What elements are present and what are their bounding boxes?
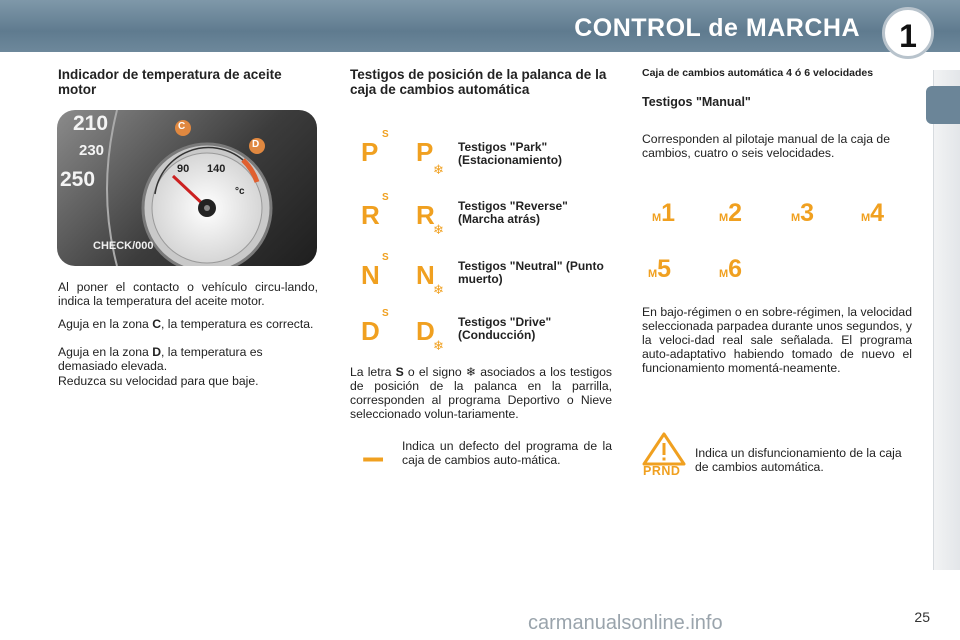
gearbox-fault-text: Indica un disfuncionamiento de la caja de cambios automática. xyxy=(695,446,902,474)
manual-heading: Testigos "Manual" xyxy=(642,95,751,109)
watermark: carmanualsonline.info xyxy=(528,612,723,634)
drive-indicator: D xyxy=(416,316,435,346)
park-label: Testigos "Park" (Estacionamiento) xyxy=(458,140,563,167)
tick-210: 210 xyxy=(73,112,109,135)
chapter-number: 1 xyxy=(882,7,934,59)
reverse-label: Testigos "Reverse" (Marcha atrás) xyxy=(458,199,568,226)
reverse-indicator: R xyxy=(361,200,380,230)
celsius-unit: °c xyxy=(235,186,245,197)
program-fault-dash-icon: – xyxy=(362,435,385,479)
tick-140: 140 xyxy=(207,163,226,175)
snowflake-icon: ❄ xyxy=(433,222,444,237)
oil-temperature-gauge xyxy=(57,110,317,266)
manual-gear-3-indicator: M3 xyxy=(791,199,815,227)
gear-position-heading: Testigos de posición de la palanca de la caja de cambios automática xyxy=(350,67,607,97)
manual-gear-1-indicator: M1 xyxy=(652,199,676,227)
tick-230: 230 xyxy=(79,142,105,159)
oil-temp-intro: Al poner el contacto o vehículo circu-lando, indica la temperatura del aceite motor. xyxy=(58,280,318,308)
tick-90: 90 xyxy=(177,163,190,175)
chapter-tabs xyxy=(933,70,960,570)
park-indicator: P xyxy=(361,137,379,167)
tick-250: 250 xyxy=(60,168,96,191)
zone-c-marker: C xyxy=(178,121,186,132)
park-indicator: P xyxy=(416,137,434,167)
section-title: CONTROL de MARCHA xyxy=(574,14,860,42)
manual-gear-4-indicator: M4 xyxy=(861,199,885,227)
zone-c-text: Aguja en la zona C, la temperatura es correcta. xyxy=(58,317,314,331)
manual-gear-2-indicator: M2 xyxy=(719,199,743,227)
snowflake-icon: ❄ xyxy=(433,162,444,177)
page-number: 25 xyxy=(914,609,930,625)
neutral-indicator: N xyxy=(416,260,435,290)
prnd-label: PRND xyxy=(643,464,681,478)
neutral-indicator: N xyxy=(361,260,380,290)
reduce-speed-text: Reduzca su velocidad para que baje. xyxy=(58,374,259,388)
zone-d-marker: D xyxy=(252,139,260,150)
neutral-label: Testigos "Neutral" (Punto muerto) xyxy=(458,259,604,286)
snowflake-icon: ❄ xyxy=(433,338,444,353)
gearbox-fault-warning-icon xyxy=(640,432,688,480)
chapter-tab-active[interactable] xyxy=(926,86,960,124)
check-label: CHECK/000 xyxy=(93,240,154,252)
zone-d-text: Aguja en la zona D, la temperatura es demasiado elevada. xyxy=(58,345,263,373)
gearbox-subheading: Caja de cambios automática 4 ó 6 velocidades xyxy=(642,67,874,79)
oil-temp-heading: Indicador de temperatura de aceite motor xyxy=(58,67,282,97)
drive-indicator: D xyxy=(361,316,380,346)
snowflake-icon: ❄ xyxy=(433,282,444,297)
sport-marker: S xyxy=(382,308,389,319)
drive-label: Testigos "Drive" (Conducción) xyxy=(458,315,552,342)
sport-marker: S xyxy=(382,192,389,203)
manual-gear-6-indicator: M6 xyxy=(719,255,743,283)
sport-snow-note: La letra S o el signo ❄ asociados a los testigos de posición de la palanca en la parrilla, corresponden al programa Deportivo o Nieve seleccionado volun-tariamente. xyxy=(350,365,612,421)
warning-triangle-icon xyxy=(640,432,688,466)
manual-intro: Corresponden al pilotaje manual de la caja de cambios, cuatro o seis velocidades. xyxy=(642,132,890,160)
sport-marker: S xyxy=(382,129,389,140)
reverse-indicator: R xyxy=(416,200,435,230)
sport-marker: S xyxy=(382,252,389,263)
program-fault-text: Indica un defecto del programa de la caja de cambios auto-mática. xyxy=(402,439,612,467)
manual-gear-5-indicator: M5 xyxy=(648,255,672,283)
over-rev-text: En bajo-régimen o en sobre-régimen, la velocidad seleccionada parpadea durante unos segundos, y la veloci-dad real sale señalada. El programa auto-adaptativo habiendo tomado de nuevo el funcionamiento momentá-neamente. xyxy=(642,305,912,375)
